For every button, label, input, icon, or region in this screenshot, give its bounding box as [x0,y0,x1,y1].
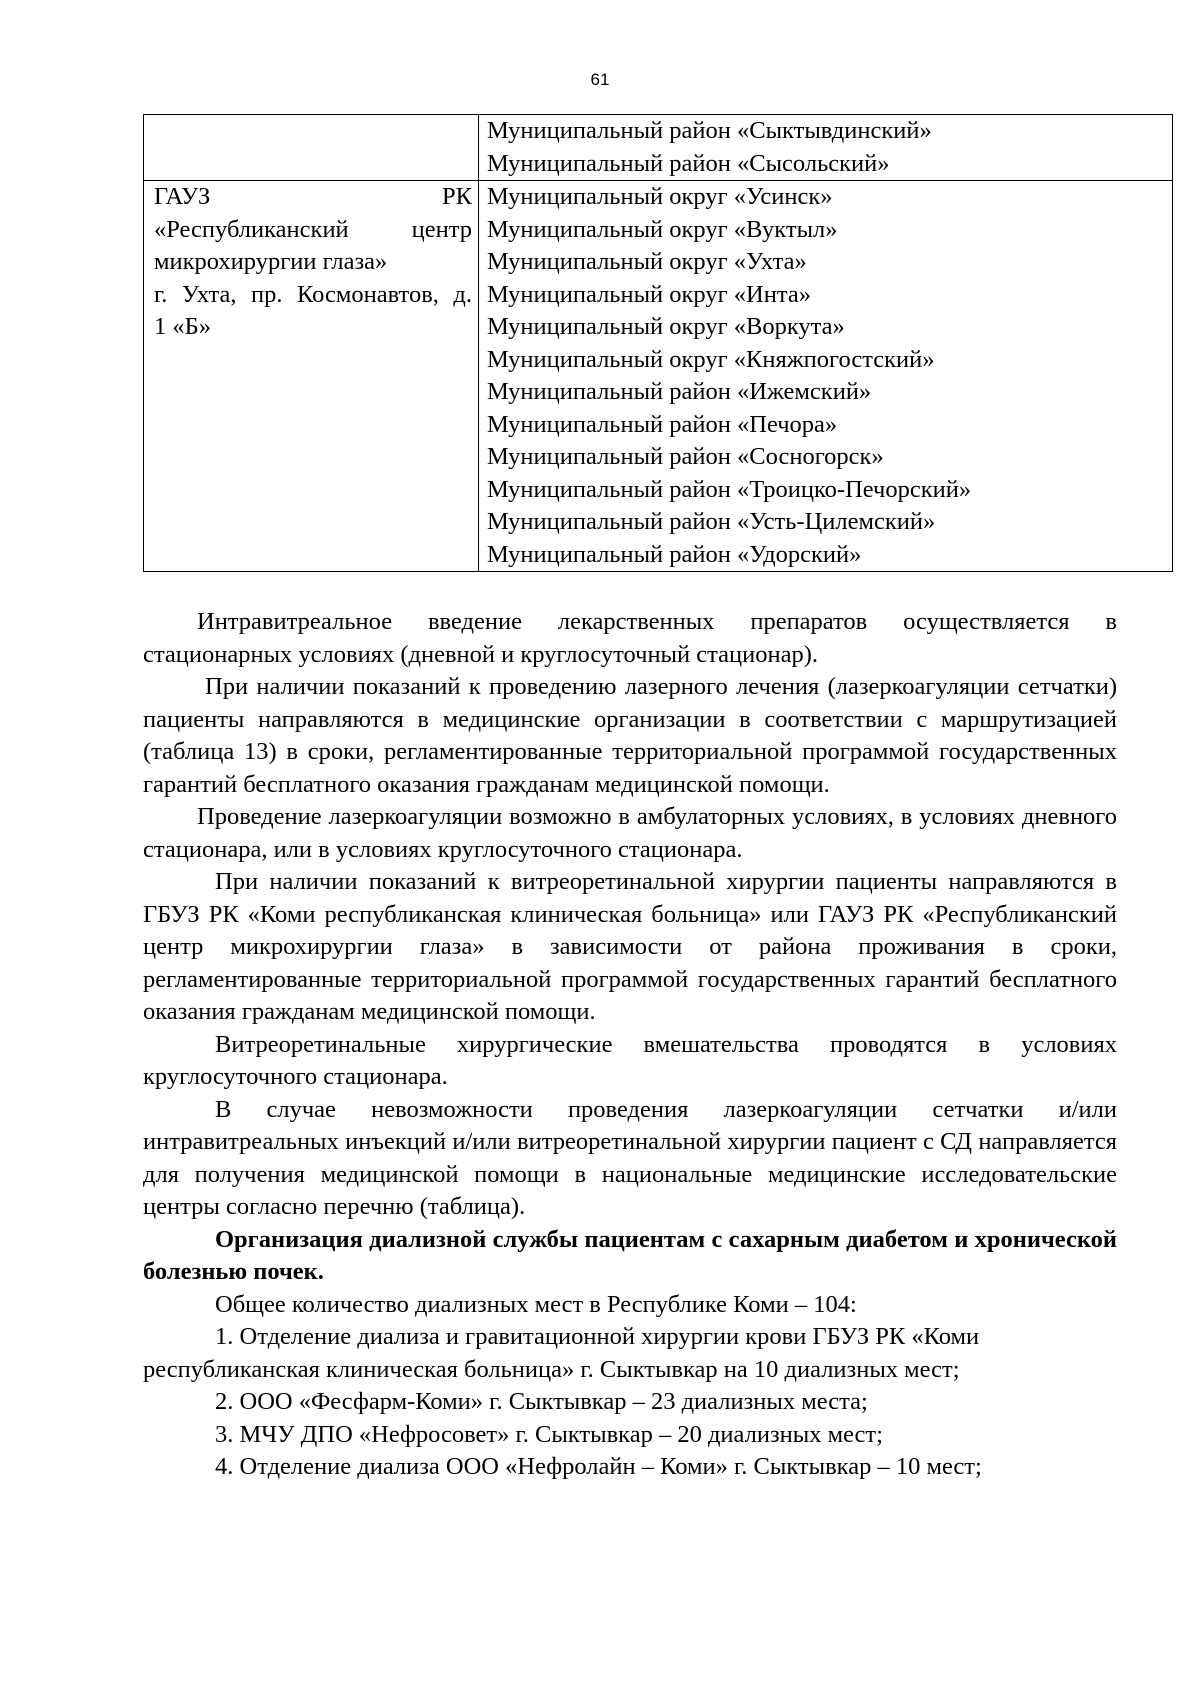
territory-item: Муниципальный район «Сосногорск» [487,443,884,470]
paragraph: В случае невозможности проведения лазеркоагуляции сетчатки и/или интравитреальных инъекций и/или витреоретинальной хирургии пациент с СД направляется для получения медицинской помощи в национальные медицинские исследовательские центры согласно перечню (таблица). [143,1095,1117,1220]
page-number: 61 [590,70,610,89]
territory-item: Муниципальный район «Ижемский» [487,378,872,405]
territory-cell [479,181,1173,572]
list-item: 3. МЧУ ДПО «Нефросовет» г. Сыктывкар – 20 диализных мест; [215,1420,883,1448]
table-row-gauz [144,181,1173,572]
routing-table [143,114,1173,572]
territory-cell [479,115,1173,181]
paragraph: Интравитреальное введение лекарственных препаратов осуществляется в стационарных условиях (дневной и круглосуточный стационар). [143,608,1117,668]
org-name-line: микрохирургии глаза» [154,248,388,275]
paragraph: При наличии показаний к витреоретинальной хирургии пациенты направляются в ГБУЗ РК «Коми республиканская клиническая больница» или ГАУЗ РК «Республиканский центр микрохирургии глаза» в зависимости от района проживания в сроки, регламентированные территориальной программой государственных гарантий бесплатного оказания гражданам медицинской помощи. [143,868,1117,1025]
org-cell-empty [144,115,479,181]
territory-item: Муниципальный район «Удорский» [487,540,862,568]
territory-item: Муниципальный округ «Усинск» [487,183,833,210]
org-name-line: «Республиканский центр [154,215,472,243]
paragraph: При наличии показаний к проведению лазерного лечения (лазеркоагуляции сетчатки) пациенты направляются в медицинские организации в соответствии с маршрутизацией (таблица 13) в сроки, регламентированные территориальной программой государственных гарантий бесплатного оказания гражданам медицинской помощи. [143,673,1117,798]
list-item: 4. Отделение диализа ООО «Нефролайн – Коми» г. Сыктывкар – 10 мест; [215,1453,982,1480]
territory-item: Муниципальный район «Сыктывдинский» [487,117,932,144]
table-row-continued [144,115,1173,181]
territory-item: Муниципальный округ «Воркута» [487,313,845,340]
paragraph: Проведение лазеркоагуляции возможно в амбулаторных условиях, в условиях дневного стационара, или в условиях круглосуточного стационара. [143,803,1117,863]
body-text [143,606,1117,1484]
territory-item: Муниципальный район «Троицко-Печорский» [487,475,972,503]
territory-item: Муниципальный округ «Княжпогостский» [487,345,935,373]
paragraph: Витреоретинальные хирургические вмешательства проводятся в условиях круглосуточного стационара. [143,1030,1117,1090]
list-item: 2. ООО «Фесфарм-Коми» г. Сыктывкар – 23 диализных места; [215,1388,868,1415]
org-address-line: 1 «Б» [154,313,211,340]
territory-item: Муниципальный округ «Инта» [487,280,811,308]
territory-item: Муниципальный район «Сысольский» [487,149,890,177]
territory-item: Муниципальный район «Печора» [487,410,838,438]
territory-item: Муниципальный округ «Вуктыл» [487,215,838,243]
dialysis-list [143,1321,1117,1484]
territory-item: Муниципальный округ «Ухта» [487,248,807,275]
org-address-line: г. Ухта, пр. Космонавтов, д. [154,280,472,308]
territory-item: Муниципальный район «Усть-Цилемский» [487,508,936,535]
org-cell [144,181,479,572]
org-name-line: ГАУЗ РК [154,183,472,210]
list-item: 1. Отделение диализа и гравитационной хирургии крови ГБУЗ РК «Коми республиканская клиническая больница» г. Сыктывкар на 10 диализных мест; [143,1323,980,1383]
paragraph: Общее количество диализных мест в Республике Коми – 104: [215,1290,857,1318]
section-heading: Организация диализной службы пациентам с сахарным диабетом и хронической болезнью почек. [143,1225,1117,1285]
